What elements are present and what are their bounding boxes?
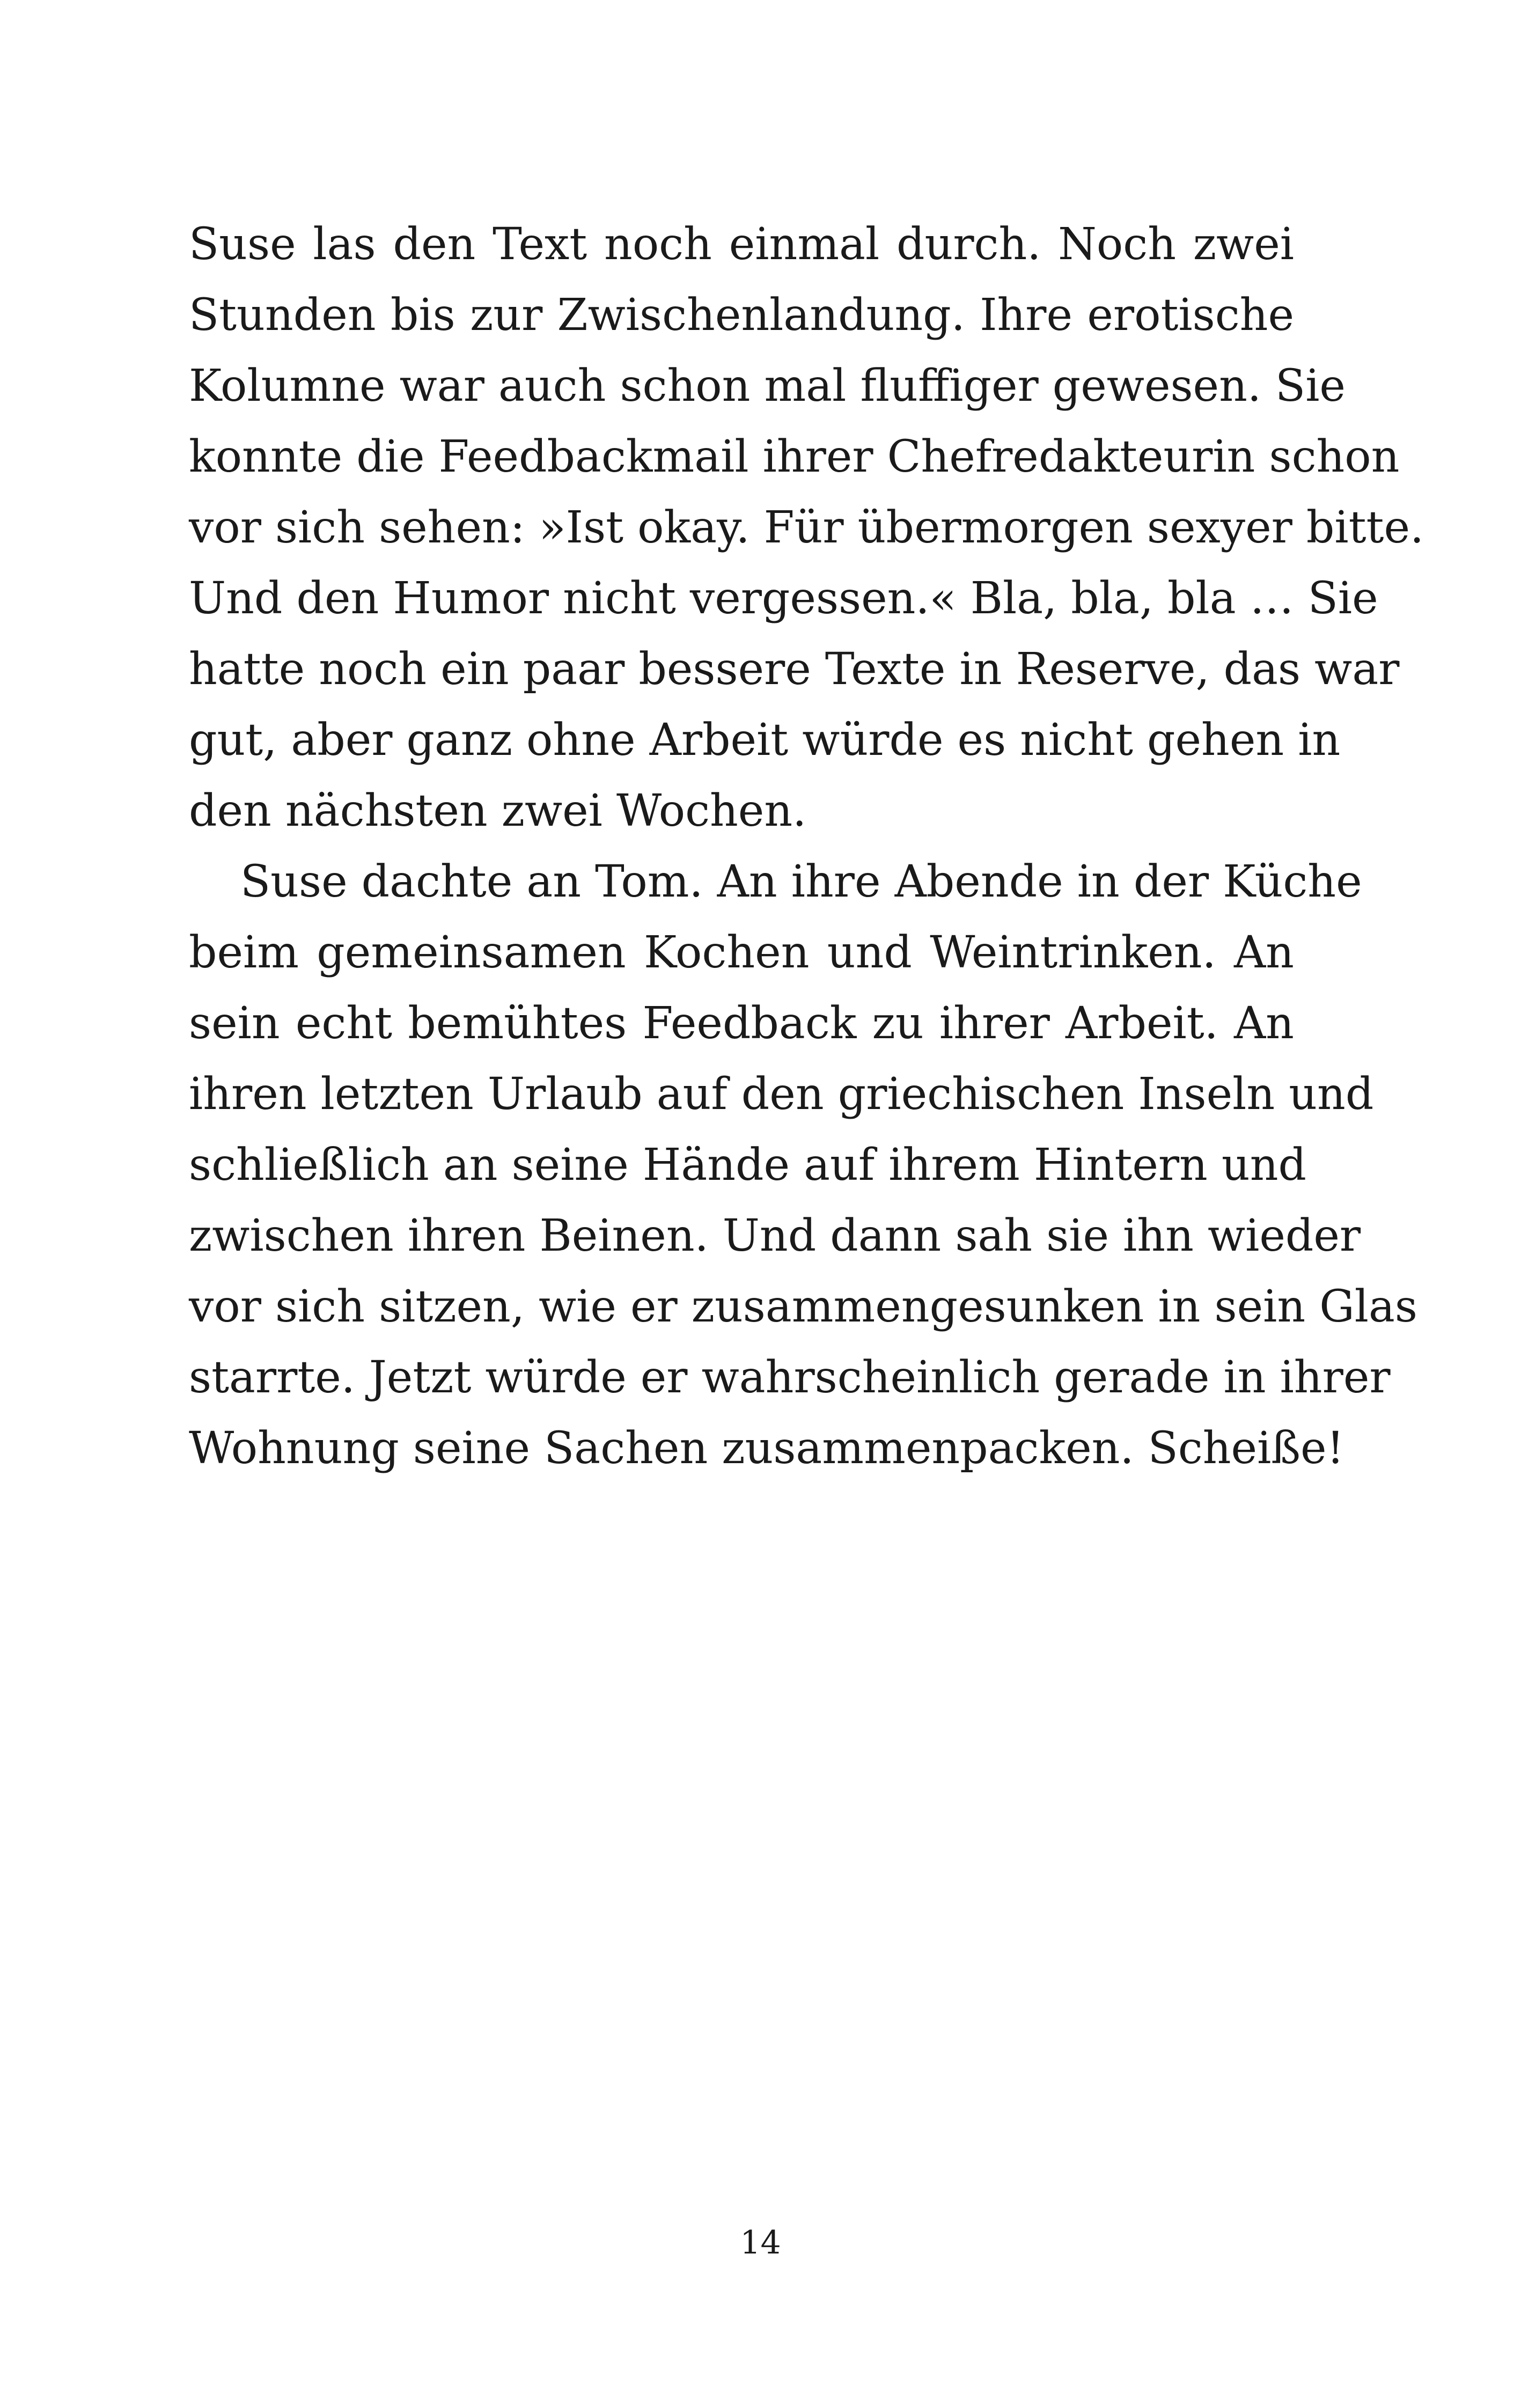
text-line: starrte. Jetzt würde er wahrscheinlich gerade in ihrer: [189, 1352, 1391, 1403]
text-line: vor sich sehen: »Ist okay. Für übermorgen sexyer bitte.: [189, 502, 1424, 553]
text-line: Und den Humor nicht vergessen.« Bla, bla, bla … Sie: [189, 573, 1378, 624]
text-line: den nächsten zwei Wochen.: [189, 785, 807, 836]
page-number: 14: [740, 2224, 781, 2262]
text-line: beim gemeinsamen Kochen und Weintrinken. An: [189, 927, 1294, 978]
text-line: ihren letzten Urlaub auf den griechischen Inseln und: [189, 1069, 1374, 1120]
text-line: hatte noch ein paar bessere Texte in Reserve, das war: [189, 644, 1400, 695]
body-text: [189, 209, 1424, 1484]
text-line: Suse dachte an Tom. An ihre Abende in der Küche: [240, 856, 1362, 907]
text-line: gut, aber ganz ohne Arbeit würde es nicht gehen in: [189, 715, 1341, 766]
text-line: Suse las den Text noch einmal durch. Noch zwei: [189, 219, 1294, 270]
text-line: Wohnung seine Sachen zusammenpacken. Scheiße!: [189, 1423, 1344, 1474]
text-line: Kolumne war auch schon mal fluffiger gewesen. Sie: [189, 361, 1346, 412]
text-line: zwischen ihren Beinen. Und dann sah sie ihn wieder: [189, 1210, 1361, 1261]
text-line: schließlich an seine Hände auf ihrem Hintern und: [189, 1140, 1307, 1191]
text-line: konnte die Feedbackmail ihrer Chefredakteurin schon: [189, 431, 1400, 482]
text-line: vor sich sitzen, wie er zusammengesunken in sein Glas: [189, 1281, 1417, 1332]
text-line: Stunden bis zur Zwischenlandung. Ihre erotische: [189, 290, 1294, 341]
text-line: sein echt bemühtes Feedback zu ihrer Arbeit. An: [189, 998, 1294, 1049]
